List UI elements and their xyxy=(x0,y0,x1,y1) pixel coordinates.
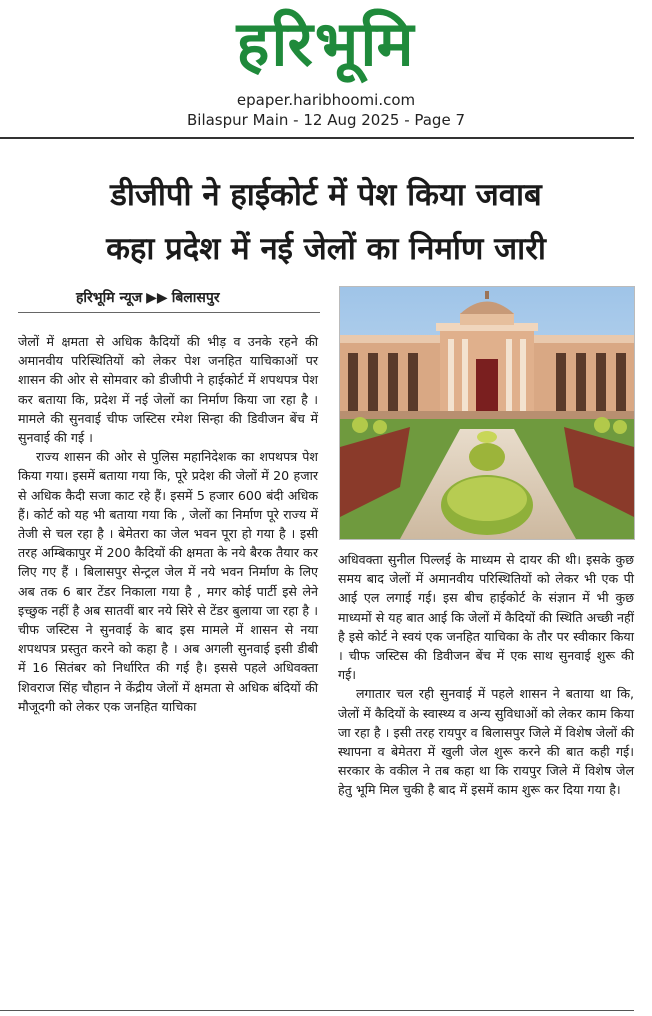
masthead-divider xyxy=(0,137,634,139)
article-paragraph-3: अधिवक्ता सुनील पिल्लई के माध्यम से दायर की थी। इसके कुछ समय बाद जेलों में अमानवीय परिस्थितियों को लेकर भी एक पी आई एल लगाई गई। इस बीच हाईकोर्ट के संज्ञान में भी कुछ माध्यमों से यह बात आई कि जेलों में कैदियों की स्थिति अच्छी नहीं है इसे कोर्ट ने स्वयं एक जनहित याचिका के तौर पर स्वीकार किया । चीफ जस्टिस की डिवीजन बेंच में एक साथ सुनवाई शुरू की गई। xyxy=(338,552,634,683)
site-url[interactable]: epaper.haribhoomi.com xyxy=(236,91,416,109)
masthead xyxy=(0,0,652,138)
article-paragraph-4: लगातार चल रही सुनवाई में पहले शासन ने बताया था कि, जेलों में कैदियों के स्वास्थ्य व अन्य सुविधाओं को लेकर काम किया जा रहा है । इसी तरह रायपुर व बिलासपुर जिले में विशेष जेलों की स्थापना व बेमेतरा में खुली जेल शुरू करने की बात कही गई। सरकार के वकील ने तब कहा था कि रायपुर जिले में विशेष जेल हेतु भूमि मिल चुकी है बाद में इसमें काम शुरू कर दिया गया है। xyxy=(338,686,634,798)
article-paragraph-1: जेलों में क्षमता से अधिक कैदियों की भीड़ व उनके रहने की अमानवीय परिस्थितियों को लेकर पेश जनहित याचिकाओं पर शासन की ओर से सोमवार को डीजीपी ने हाईकोर्ट में शपथपत्र पेश कर बताया कि, प्रदेश में नई जेलों का निर्माण किया जा रहा है । मामले की सुनवाई चीफ जस्टिस रमेश सिन्हा की डिवीजन बेंच में सुनवाई की गई । xyxy=(18,334,318,446)
high-court-photo[interactable] xyxy=(339,286,635,540)
byline-arrow-icon: ▶▶ xyxy=(146,290,168,306)
newspaper-logo[interactable]: हरिभूमि xyxy=(236,7,416,80)
byline xyxy=(76,288,276,308)
byline-divider xyxy=(18,312,320,313)
edition-info: Bilaspur Main - 12 Aug 2025 - Page 7 xyxy=(186,111,465,129)
article-column-left xyxy=(18,332,318,716)
headline-line-1: डीजीपी ने हाईकोर्ट में पेश किया जवाब xyxy=(110,177,542,213)
page-bottom-divider xyxy=(0,1010,634,1011)
high-court-building-icon xyxy=(340,287,634,539)
article-headline xyxy=(0,168,652,276)
headline-line-2: कहा प्रदेश में नई जेलों का निर्माण जारी xyxy=(106,231,546,267)
article-column-right xyxy=(338,550,634,800)
article-paragraph-2: राज्य शासन की ओर से पुलिस महानिदेशक का शपथपत्र पेश किया गया। इसमें बताया गया कि, पूरे प्रदेश की जेलों में 20 हजार से अधिक कैदी सजा काट रहे हैं। इसमें 5 हजार 600 बंदी अधिक हैं। कोर्ट को यह भी बताया गया कि , जेलों का निर्माण पूरे राज्य में तेजी से चल रहा है । बेमेतरा का जेल भवन पूरा हो गया है । इसी तरह अम्बिकापुर में 200 कैदियों की क्षमता के नये बैरक तैयार कर लिए गए हैं । बिलासपुर सेन्ट्रल जेल में नये भवन निर्माण के लिए अब तक 6 बार टेंडर निकाला गया है , मगर कोई पार्टी इसे लेने इच्छुक नहीं है अब सातवीं बार नये सिरे से टेंडर बुलाया जा रहा है । चीफ जस्टिस ने सुनवाई के बाद इस मामले में शासन से नया शपथपत्र प्रस्तुत करने को कहा है । अब अगली सुनवाई इसी डीबी में 16 सितंबर को निर्धारित की गई है। इससे पहले अधिवक्ता शिवराज सिंह चौहान ने केंद्रीय जेलों में क्षमता से अधिक बंदियों की मौजूदगी को लेकर एक जनहित याचिका xyxy=(18,449,318,714)
byline-source: हरिभूमि न्यूज xyxy=(76,290,143,306)
byline-place: बिलासपुर xyxy=(171,290,220,306)
